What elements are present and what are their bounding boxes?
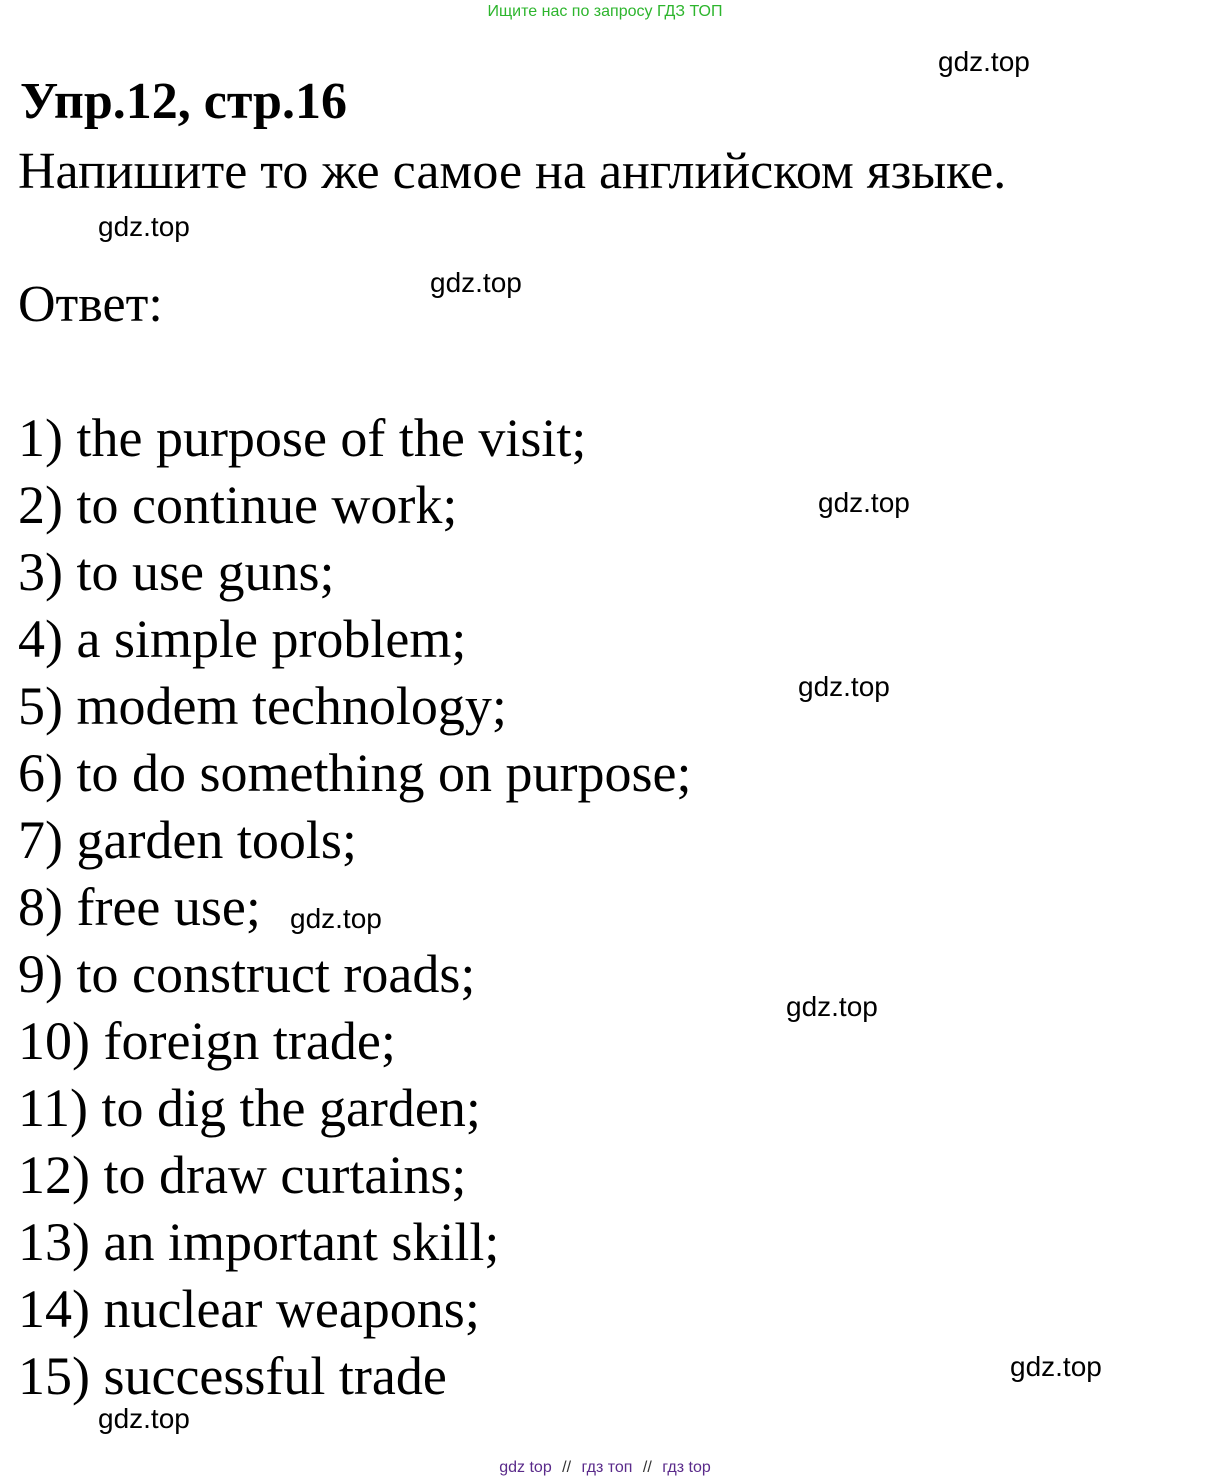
watermark: gdz.top [98,1403,190,1434]
watermark: gdz.top [938,46,1030,77]
answer-label: Ответ: [18,276,163,333]
footer-link-gdz-top-mixed[interactable]: гдз top [662,1459,711,1476]
footer-separator: // [562,1459,572,1476]
watermark: gdz.top [430,267,522,298]
answer-item-4: 4) a simple problem; [18,609,467,669]
answer-item-2: 2) to continue work; [18,475,458,535]
answer-item-13: 13) an important skill; [18,1212,500,1272]
answer-item-3: 3) to use guns; [18,542,335,602]
watermark: gdz.top [798,671,890,702]
answer-item-1: 1) the purpose of the visit; [18,408,587,468]
answer-item-5: 5) modem technology; [18,676,507,736]
answer-item-10: 10) foreign trade; [18,1011,396,1071]
footer-link-gdz-top[interactable]: gdz top [499,1459,552,1476]
answer-item-8: 8) free use; [18,877,261,937]
watermark: gdz.top [818,487,910,518]
footer-links [0,1457,1210,1479]
answer-item-6: 6) to do something on purpose; [18,743,692,803]
footer-link-gdz-top-ru[interactable]: гдз топ [581,1459,633,1476]
watermark: gdz.top [290,903,382,934]
watermark: gdz.top [98,211,190,242]
watermark: gdz.top [786,991,878,1022]
answer-item-11: 11) to dig the garden; [18,1078,481,1138]
answer-item-15: 15) successful trade [18,1346,447,1406]
exercise-instruction: Напишите то же самое на английском языке. [18,143,1007,200]
answer-item-12: 12) to draw curtains; [18,1145,467,1205]
answer-item-9: 9) to construct roads; [18,944,476,1004]
answer-item-14: 14) nuclear weapons; [18,1279,480,1339]
top-banner[interactable]: Ищите нас по запросу ГДЗ ТОП [487,3,723,20]
footer-separator: // [642,1459,652,1476]
answer-item-7: 7) garden tools; [18,810,357,870]
exercise-title: Упр.12, стр.16 [20,73,347,130]
watermark: gdz.top [1010,1351,1102,1382]
